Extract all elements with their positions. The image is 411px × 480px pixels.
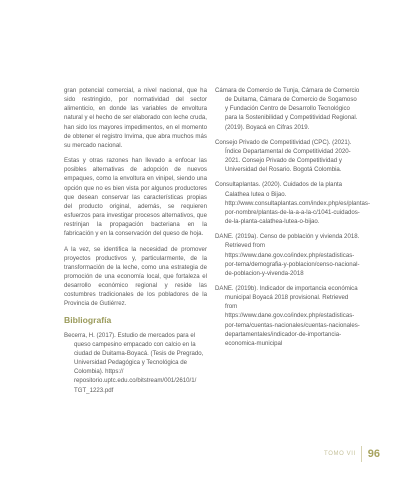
body-paragraph: Estas y otras razones han llevado a enfocar las posibles alternativas de adopción de nuevos empaques, como la envoltura en vinipel, siendo una opción que no es bien vista por algunos productores que desean conservar las características propias del producto original, además, se requieren esfuerzos para investigar procesos alternativos, que restrinjan la propagación bacteriana en la fabricación y en la conservación del queso de hoja. <box>64 157 207 238</box>
right-column <box>215 86 370 354</box>
footer-divider <box>361 446 362 462</box>
reference-entry: DANE. (2019b). Indicador de importancia económica municipal Boyacá 2018 provisional. Retrieved from https://www.dane.gov.co/index.php/estadisticas-por-tema/cuentas-nacionales/cuentas-nacionales-departamentales/indicador-de-importancia-economica-municipal <box>215 284 360 347</box>
bibliography-heading: Bibliografía <box>64 314 112 325</box>
reference-entry: Cámara de Comercio de Tunja, Cámara de Comercio de Duitama, Cámara de Comercio de Sogamoso y Fundación Centro de Desarrollo Tecnológico para la Sostenibilidad y Competitividad Regional. (2019). Boyacá en Cifras 2019. <box>215 87 360 131</box>
volume-label: TOMO VII <box>324 451 356 457</box>
left-column <box>64 86 207 401</box>
reference-entry: Consultaplantas. (2020). Cuidados de la planta Calathea lutea o Bijao. http://www.consultaplantas.com/index.php/es/plantas-por-nombre/plantas-de-la-a-a-la-c/1041-cuidados-de-la-planta-calathea-lutea-o-bijao. <box>215 181 370 226</box>
reference-entry: Consejo Privado de Competitividad (CPC). (2021). Índice Departamental de Competitividad 2020-2021. Consejo Privado de Competitividad y Universidad del Rosario. Bogotá Colombia. <box>215 138 352 174</box>
page-footer <box>324 446 380 462</box>
reference-entry: Becerra, H. (2017). Estudio de mercados para el queso campesino empacado con calcio en la ciudad de Duitama-Boyacá. (Tesis de Pregrado, Universidad Pedagógica y Tecnológica de Colombia). https:// repositorio.uptc.edu.co/bitstream/001/2610/1/ TGT_1223.pdf <box>64 331 204 394</box>
reference-entry: DANE. (2019a). Censo de población y vivienda 2018. Retrieved from https://www.dane.gov.co/index.php/estadisticas-por-tema/demografia-y-poblacion/censo-nacional-de-poblacion-y-vivenda-2018 <box>215 233 360 277</box>
body-paragraph: gran potencial comercial, a nivel nacional, que ha sido restringido, por normatividad del sector alimenticio, en donde las variables de envoltura natural y el hecho de ser elaborado con leche cruda, han sido los mayores impedimentos, en el momento de obtener el registro Invima, que abra muchos más su mercado nacional. <box>64 87 207 149</box>
body-paragraph: A la vez, se identifica la necesidad de promover proyectos productivos y, particularmente, de la transformación de la leche, como una estrategia de promoción de una economía local, que fortaleza el desarrollo económico regional y reside las costumbres tradicionales de los pobladores de la Provincia de Gutiérrez. <box>64 245 207 308</box>
page-number: 96 <box>367 448 380 460</box>
